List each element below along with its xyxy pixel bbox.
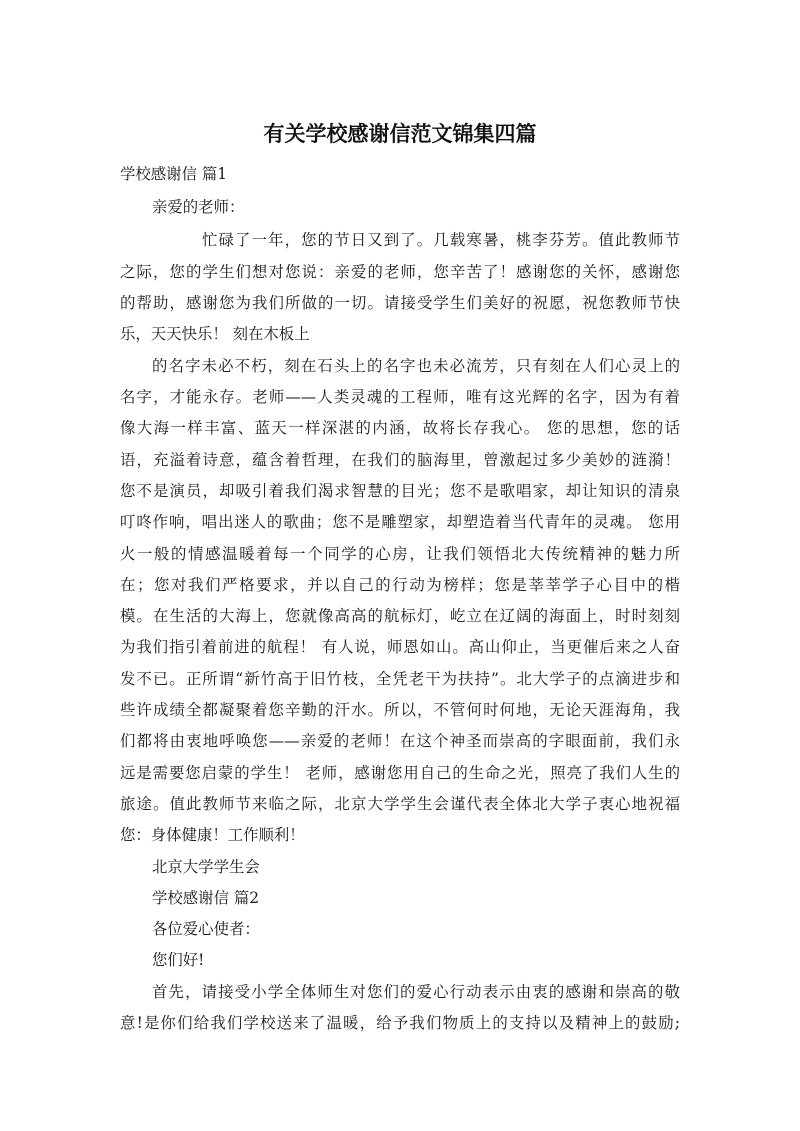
paragraph-line: 旅途。值此教师节来临之际，北京大学学生会谨代表全体北大学子衷心地祝福 bbox=[120, 795, 680, 813]
paragraph-line: 忙碌了一年，您的节日又到了。几载寒暑，桃李芬芳。值此教师节 bbox=[202, 231, 680, 249]
paragraph-line: 为我们指引着前进的航程！ 有人说，师恩如山。高山仰止，当更催后来之人奋 bbox=[120, 638, 680, 656]
paragraph-line: 的帮助，感谢您为我们所做的一切。请接受学生们美好的祝愿，祝您教师节快 bbox=[120, 294, 680, 312]
paragraph-line: 乐，天天快乐！ 刻在木板上 bbox=[120, 325, 310, 343]
paragraph-line: 模。在生活的大海上，您就像高高的航标灯，屹立在辽阔的海面上，时时刻刻 bbox=[120, 607, 680, 625]
paragraph-line: 叮咚作响，唱出迷人的歌曲；您不是雕塑家，却塑造着当代青年的灵魂。 您用 bbox=[120, 513, 680, 531]
document-title: 有关学校感谢信范文锦集四篇 bbox=[263, 122, 537, 146]
paragraph-line: 像大海一样丰富、蓝天一样深湛的内涵，故将长存我心。 您的思想，您的话 bbox=[120, 419, 680, 437]
salutation-2: 各位爱心使者： bbox=[152, 920, 260, 938]
section2-heading: 学校感谢信 篇2 bbox=[152, 889, 260, 907]
paragraph-line: 在；您对我们严格要求，并以自己的行动为榜样；您是莘莘学子心目中的楷 bbox=[120, 576, 680, 594]
paragraph-line: 发不已。正所谓“新竹高于旧竹枝，全凭老干为扶持”。北大学子的点滴进步和 bbox=[120, 670, 680, 688]
paragraph-line: 您：身体健康！工作顺利！ bbox=[120, 826, 305, 844]
paragraph-line: 们都将由衷地呼唤您——亲爱的老师！在这个神圣而崇高的字眼面前，我们永 bbox=[120, 732, 680, 750]
salutation-1: 亲爱的老师： bbox=[152, 198, 245, 216]
greeting-2: 您们好! bbox=[152, 951, 205, 969]
paragraph-line: 之际，您的学生们想对您说：亲爱的老师，您辛苦了！感谢您的关怀，感谢您 bbox=[120, 263, 680, 281]
paragraph-line: 名字，才能永存。老师——人类灵魂的工程师，唯有这光辉的名字，因为有着 bbox=[120, 388, 680, 406]
paragraph-line: 些许成绩全都凝聚着您辛勤的汗水。所以，不管何时何地，无论天涯海角，我 bbox=[120, 701, 680, 719]
paragraph-line: 火一般的情感温暖着每一个同学的心房，让我们领悟北大传统精神的魅力所 bbox=[120, 545, 680, 563]
section1-heading: 学校感谢信 篇1 bbox=[120, 165, 228, 183]
paragraph-line: 的名字未必不朽，刻在石头上的名字也未必流芳，只有刻在人们心灵上的 bbox=[152, 357, 680, 375]
paragraph-line: 首先，请接受小学全体师生对您们的爱心行动表示由衷的感谢和崇高的敬 bbox=[152, 983, 680, 1001]
paragraph-line: 您不是演员，却吸引着我们渴求智慧的目光；您不是歌唱家，却让知识的清泉 bbox=[120, 482, 680, 500]
paragraph-line: 意!是你们给我们学校送来了温暖，给予我们物质上的支持以及精神上的鼓励; bbox=[120, 1014, 680, 1032]
paragraph-line: 远是需要您启蒙的学生！ 老师，感谢您用自己的生命之光，照亮了我们人生的 bbox=[120, 764, 680, 782]
signature-1: 北京大学学生会 bbox=[152, 858, 260, 876]
paragraph-line: 语，充溢着诗意，蕴含着哲理，在我们的脑海里，曾激起过多少美妙的涟漪！ bbox=[120, 451, 680, 469]
